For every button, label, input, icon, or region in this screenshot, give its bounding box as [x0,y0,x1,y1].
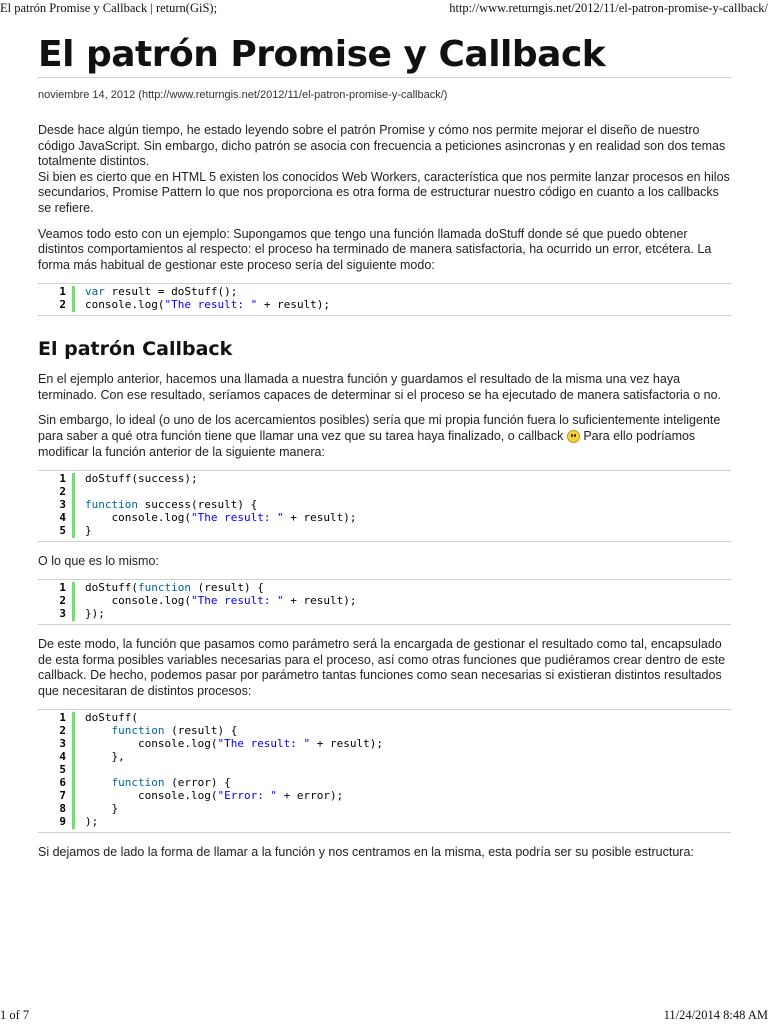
smiley-icon [567,430,580,443]
line-number: 1 [59,285,66,299]
code-line: console.log("The result: " + result); [85,594,357,608]
code-lines [75,582,357,621]
paragraph-intro: Desde hace algún tiempo, he estado leyendo sobre el patrón Promise y cómo nos permite mejorar el diseño de nuestro código JavaScript. Sin embargo, dicho patrón se asocia con frecuencia a peticiones asincronas y en realidad son dos temas totalmente distintos. [38,123,726,169]
line-number: 1 [59,472,66,486]
paragraph-ideal [38,413,731,460]
code-line: doStuff(success); [85,472,198,486]
print-header-url: http://www.returngis.net/2012/11/el-patron-promise-y-callback/ [449,1,768,15]
line-number: 3 [59,497,66,511]
code-block [38,709,731,832]
code-line: doStuff(function (result) { [85,581,264,595]
line-number: 2 [59,485,66,499]
page-counter: 1 of 7 [0,1008,30,1022]
source-link[interactable]: (http://www.returngis.net/2012/11/el-patron-promise-y-callback/) [138,89,448,101]
code-line: console.log("Error: " + error); [85,788,344,802]
code-lines [75,473,357,538]
line-number: 5 [59,523,66,537]
post-date: noviembre 14, 2012 [38,89,136,101]
code-block [38,470,731,542]
code-line: function success(result) { [85,497,258,511]
line-number: 5 [59,762,66,776]
post-meta [38,88,731,102]
print-datetime: 11/24/2014 8:48 AM [663,1008,768,1022]
code-line: console.log("The result: " + result); [85,737,384,751]
code-line: ); [85,814,99,828]
page-title: El patrón Promise y Callback [38,33,731,78]
code-line: var result = doStuff(); [85,285,238,299]
paragraph-lo-mismo: O lo que es lo mismo: [38,553,159,568]
code-line: }, [85,750,125,764]
code-line: function (result) { [111,724,238,738]
paragraph-ideal-b: Para ello podríamos modificar la función anterior de la siguiente manera: [38,428,696,459]
code-block [38,579,731,625]
print-header [0,0,768,20]
code-line: } [85,523,92,537]
print-footer [0,1006,768,1024]
code-lines [75,286,330,312]
line-number: 2 [59,724,66,738]
code-line: } [85,801,119,815]
paragraph-anterior: En el ejemplo anterior, hacemos una llamada a nuestra función y guardamos el resultado de la misma una vez haya terminado. Con ese resultado, seríamos capaces de determinar si el proceso se ha ejecutado de manera satisfactoria o no. [38,372,722,402]
code-lines [75,712,383,828]
paragraph-estructura: Si dejamos de lado la forma de llamar a la función y nos centramos en la misma, esta podría ser su posible estructura: [38,844,694,859]
line-number: 4 [59,750,66,764]
article [38,33,731,870]
line-number: 7 [59,788,66,802]
code-block [38,283,731,316]
line-numbers [38,582,75,621]
print-header-title: El patrón Promise y Callback | return(GiS); [0,1,218,15]
line-number: 3 [59,607,66,621]
line-number: 2 [59,298,66,312]
line-number: 1 [59,581,66,595]
line-numbers [38,473,75,538]
line-numbers [38,286,75,312]
code-line: }); [85,607,105,621]
paragraph-este-modo: De este modo, la función que pasamos como parámetro será la encargada de gestionar el resultado como tal, encapsulado de esta forma posibles variables necesarias para el proceso, así como otras funciones que pudiéramos crear dentro de este callback. De hecho, podemos pasar por parámetro tantas funciones como sean necesarias si existieran distintos resultados que necesitaran de distintos procesos: [38,636,726,698]
code-line: doStuff( [85,711,138,725]
line-number: 2 [59,594,66,608]
line-number: 3 [59,737,66,751]
code-line: console.log("The result: " + result); [85,298,331,312]
line-numbers [38,712,75,828]
line-number: 9 [59,814,66,828]
line-number: 6 [59,775,66,789]
line-number: 8 [59,801,66,815]
code-line: function (error) { [111,775,231,789]
line-number: 4 [59,510,66,524]
paragraph-example: Veamos todo esto con un ejemplo: Supongamos que tengo una función llamada doStuff donde sé que puedo obtener distintos comportamientos al respecto: el proceso ha terminado de manera satisfactoria, ha ocurrido un error, etcétera. La forma más habitual de gestionar este proceso sería del siguiente modo: [38,226,712,272]
code-line: console.log("The result: " + result); [85,510,357,524]
paragraph-web-workers: Si bien es cierto que en HTML 5 existen los conocidos Web Workers, característica que nos permite lanzar procesos en hilos secundarios, Promise Pattern lo que nos proporciona es otra forma de estructurar nuestro código en cuanto a los callbacks se refiere. [38,169,730,215]
section-heading-callback: El patrón Callback [38,338,233,361]
paragraph-ideal-a: Sin embargo, lo ideal (o uno de los acercamientos posibles) sería que mi propia función fuera lo suficientemente inteligente para saber a qué otra función tiene que llamar una vez que su tarea haya finalizado, o callback [38,413,721,443]
line-number: 1 [59,711,66,725]
